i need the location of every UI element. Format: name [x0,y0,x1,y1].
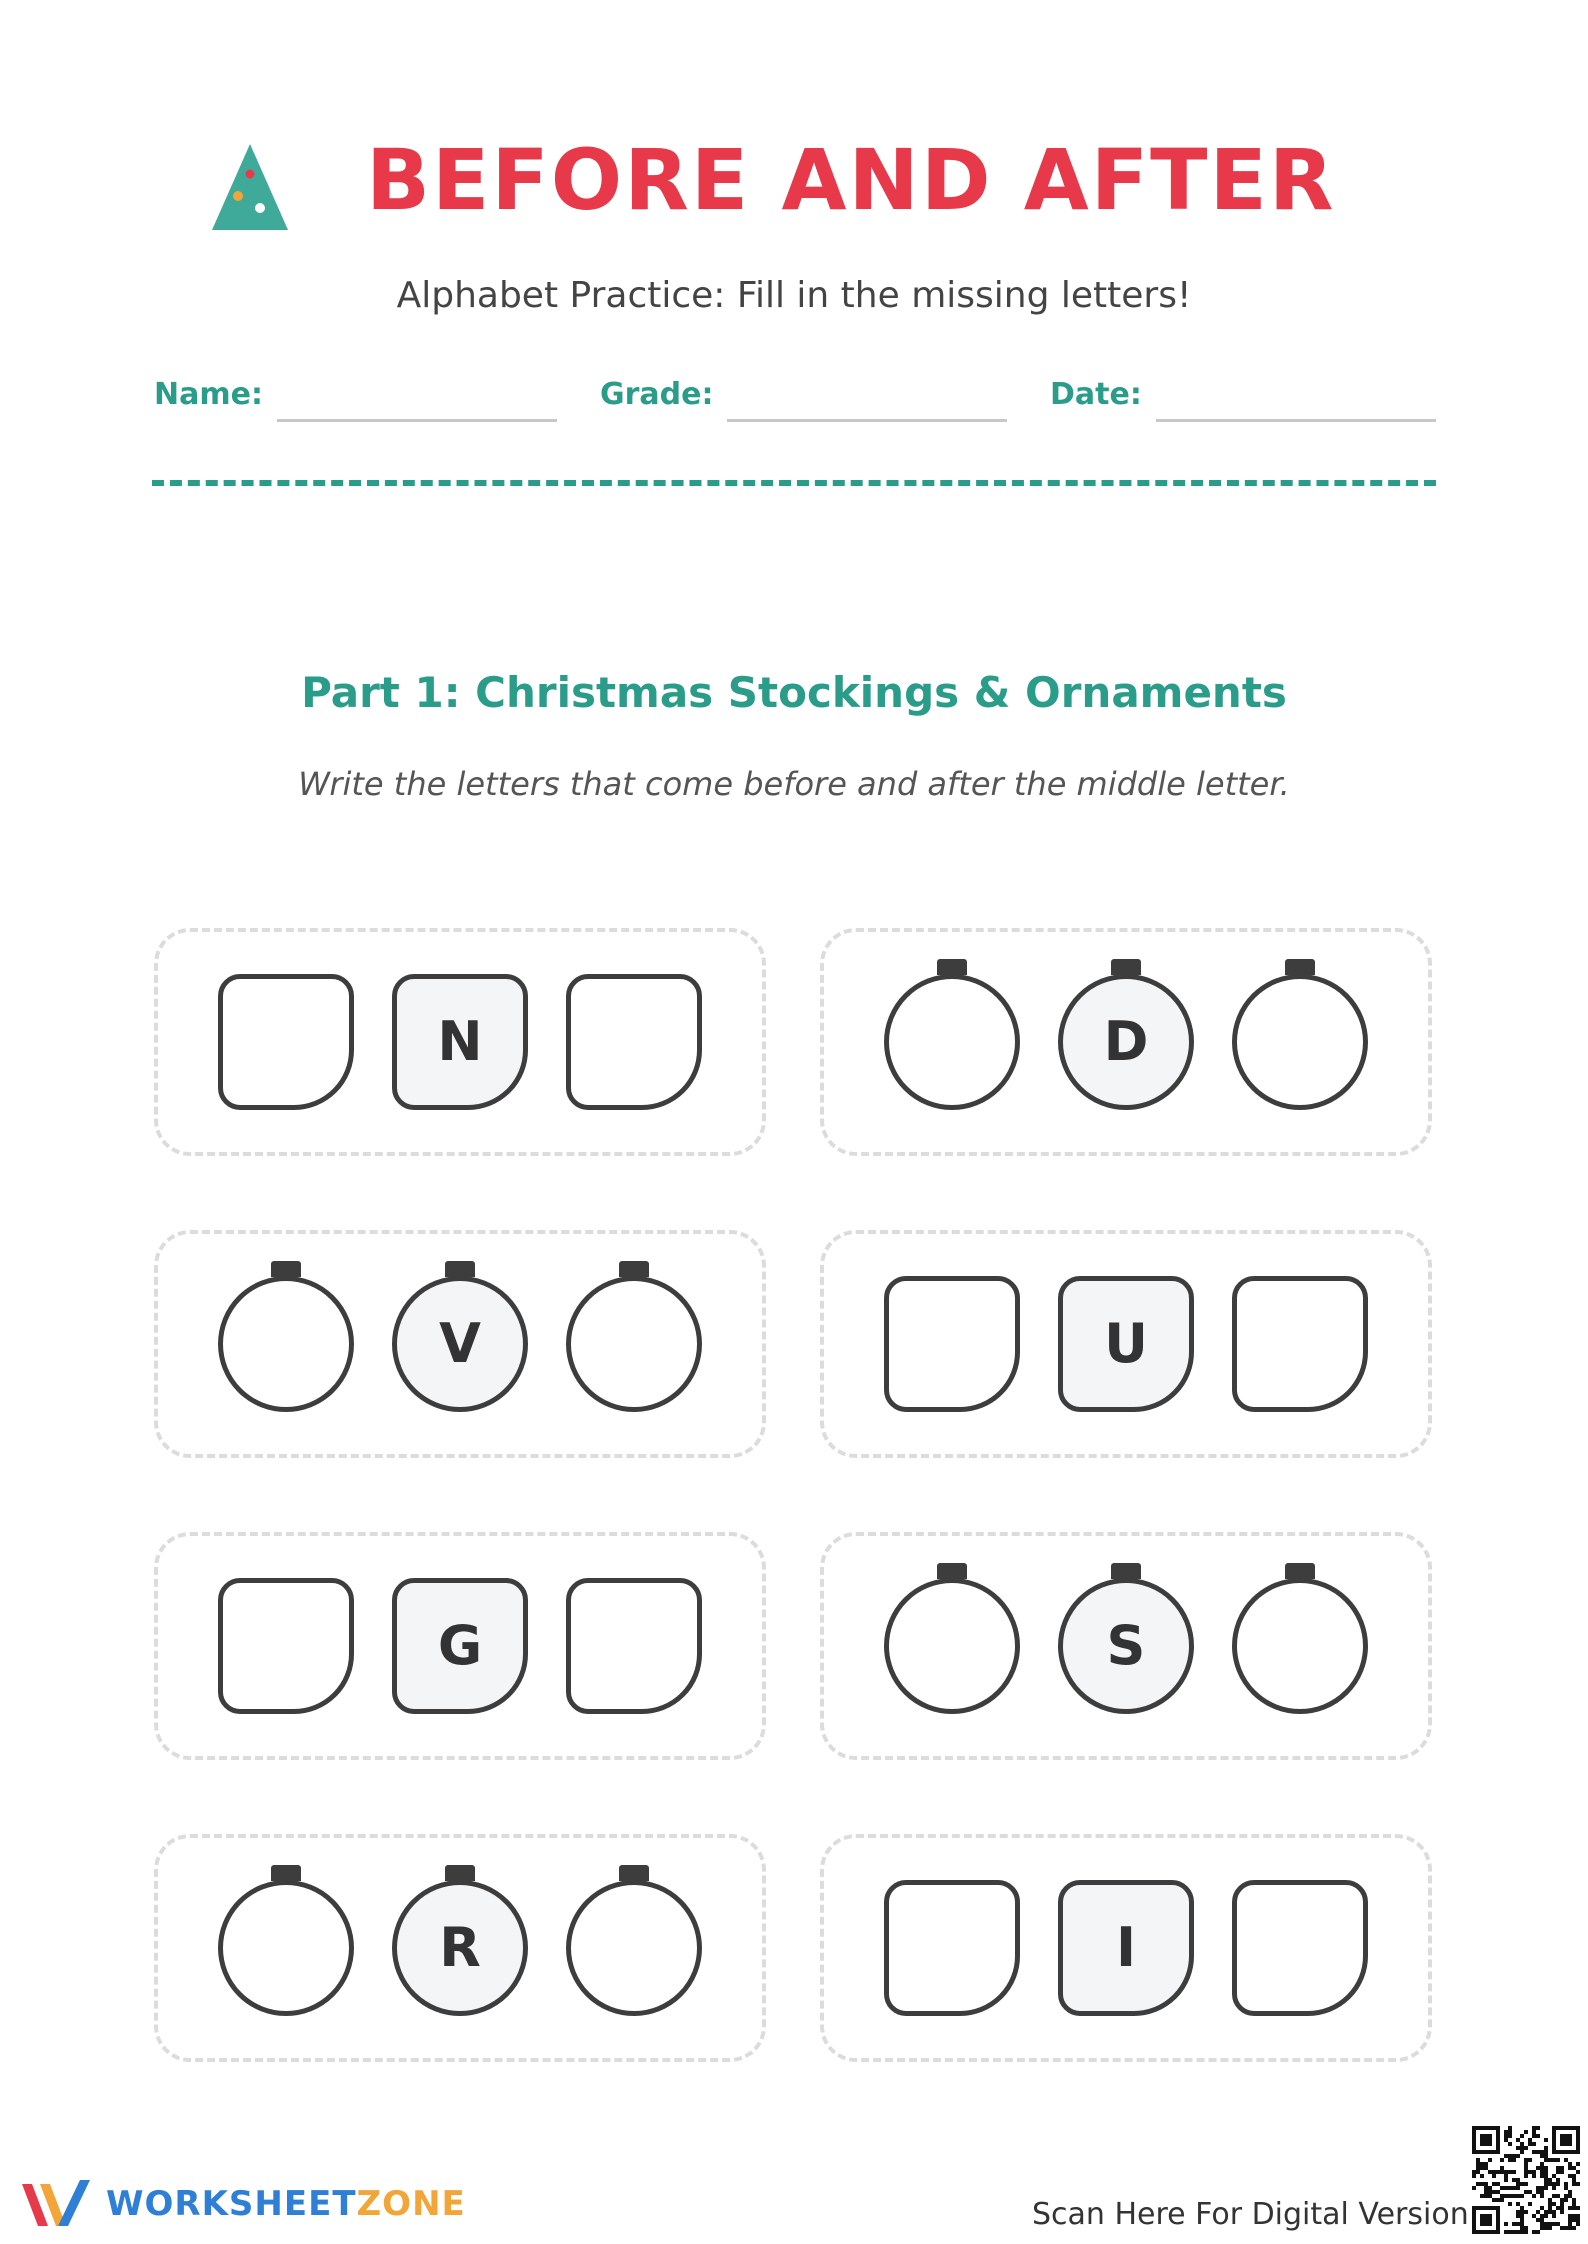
part-instructions: Write the letters that come before and after the middle letter. [298,765,1290,803]
grade-line[interactable] [727,419,1007,422]
name-field[interactable] [154,370,557,410]
ornament-given-letter-box [1058,974,1194,1110]
exercise-card [154,1532,766,1760]
exercise-card [820,1834,1432,2062]
box-letter: D [1103,1010,1149,1073]
date-line[interactable] [1156,419,1436,422]
exercise-card [154,1230,766,1458]
stocking-given-letter-box [1058,1276,1194,1412]
box-letter: U [1104,1312,1148,1375]
ornament-before-letter-box[interactable] [218,1276,354,1412]
ornament-given-letter-box [392,1276,528,1412]
ornament-cap [1111,959,1141,975]
exercise-card [820,1230,1432,1458]
ornament-cap [1285,959,1315,975]
scan-caption: Scan Here For Digital Version [1032,2197,1469,2232]
ornament-cap [1285,1563,1315,1579]
ornament-cap [619,1865,649,1881]
grade-label: Grade: [600,377,714,412]
worksheetzone-logo-icon [18,2176,94,2232]
page-title: BEFORE AND AFTER [366,131,1336,229]
brand-name-part1: WORKSHEET [106,2184,357,2224]
ornament-after-letter-box[interactable] [566,1880,702,2016]
date-field[interactable] [1050,370,1436,410]
ornament-before-letter-box[interactable] [884,1578,1020,1714]
ornament-cap [271,1865,301,1881]
ornament-after-letter-box[interactable] [1232,974,1368,1110]
part-title: Part 1: Christmas Stockings & Ornaments [301,668,1287,717]
ornament-cap [445,1865,475,1881]
qr-code[interactable] [1472,2126,1580,2234]
page-subtitle: Alphabet Practice: Fill in the missing letters! [396,275,1192,316]
grade-field[interactable] [600,370,1007,410]
ornament-given-letter-box [1058,1578,1194,1714]
box-letter: S [1106,1614,1146,1677]
exercise-card [820,928,1432,1156]
worksheetzone-logo [18,2176,466,2232]
student-info-row [0,370,1588,430]
brand-name-part2: ZONE [356,2184,466,2224]
ornament-cap [445,1261,475,1277]
stocking-after-letter-box[interactable] [1232,1276,1368,1412]
stocking-after-letter-box[interactable] [566,1578,702,1714]
exercise-card [154,1834,766,2062]
brand-name [106,2184,466,2224]
stocking-before-letter-box[interactable] [218,1578,354,1714]
ornament-cap [937,959,967,975]
stocking-before-letter-box[interactable] [218,974,354,1110]
box-letter: R [439,1916,481,1979]
stocking-after-letter-box[interactable] [1232,1880,1368,2016]
name-line[interactable] [277,419,557,422]
stocking-given-letter-box [392,974,528,1110]
date-label: Date: [1050,377,1142,412]
box-letter: I [1115,1916,1137,1979]
box-letter: N [437,1010,483,1073]
ornament-given-letter-box [392,1880,528,2016]
section-divider [152,480,1436,486]
stocking-given-letter-box [1058,1880,1194,2016]
ornament-after-letter-box[interactable] [566,1276,702,1412]
exercise-card [820,1532,1432,1760]
exercise-card [154,928,766,1156]
stocking-given-letter-box [392,1578,528,1714]
ornament-before-letter-box[interactable] [218,1880,354,2016]
ornament-cap [271,1261,301,1277]
ornament-before-letter-box[interactable] [884,974,1020,1110]
box-letter: V [439,1312,481,1375]
christmas-tree-icon [212,144,288,230]
ornament-cap [619,1261,649,1277]
stocking-before-letter-box[interactable] [884,1276,1020,1412]
ornament-cap [937,1563,967,1579]
ornament-after-letter-box[interactable] [1232,1578,1368,1714]
name-label: Name: [154,377,263,412]
stocking-after-letter-box[interactable] [566,974,702,1110]
ornament-cap [1111,1563,1141,1579]
box-letter: G [437,1614,483,1677]
stocking-before-letter-box[interactable] [884,1880,1020,2016]
